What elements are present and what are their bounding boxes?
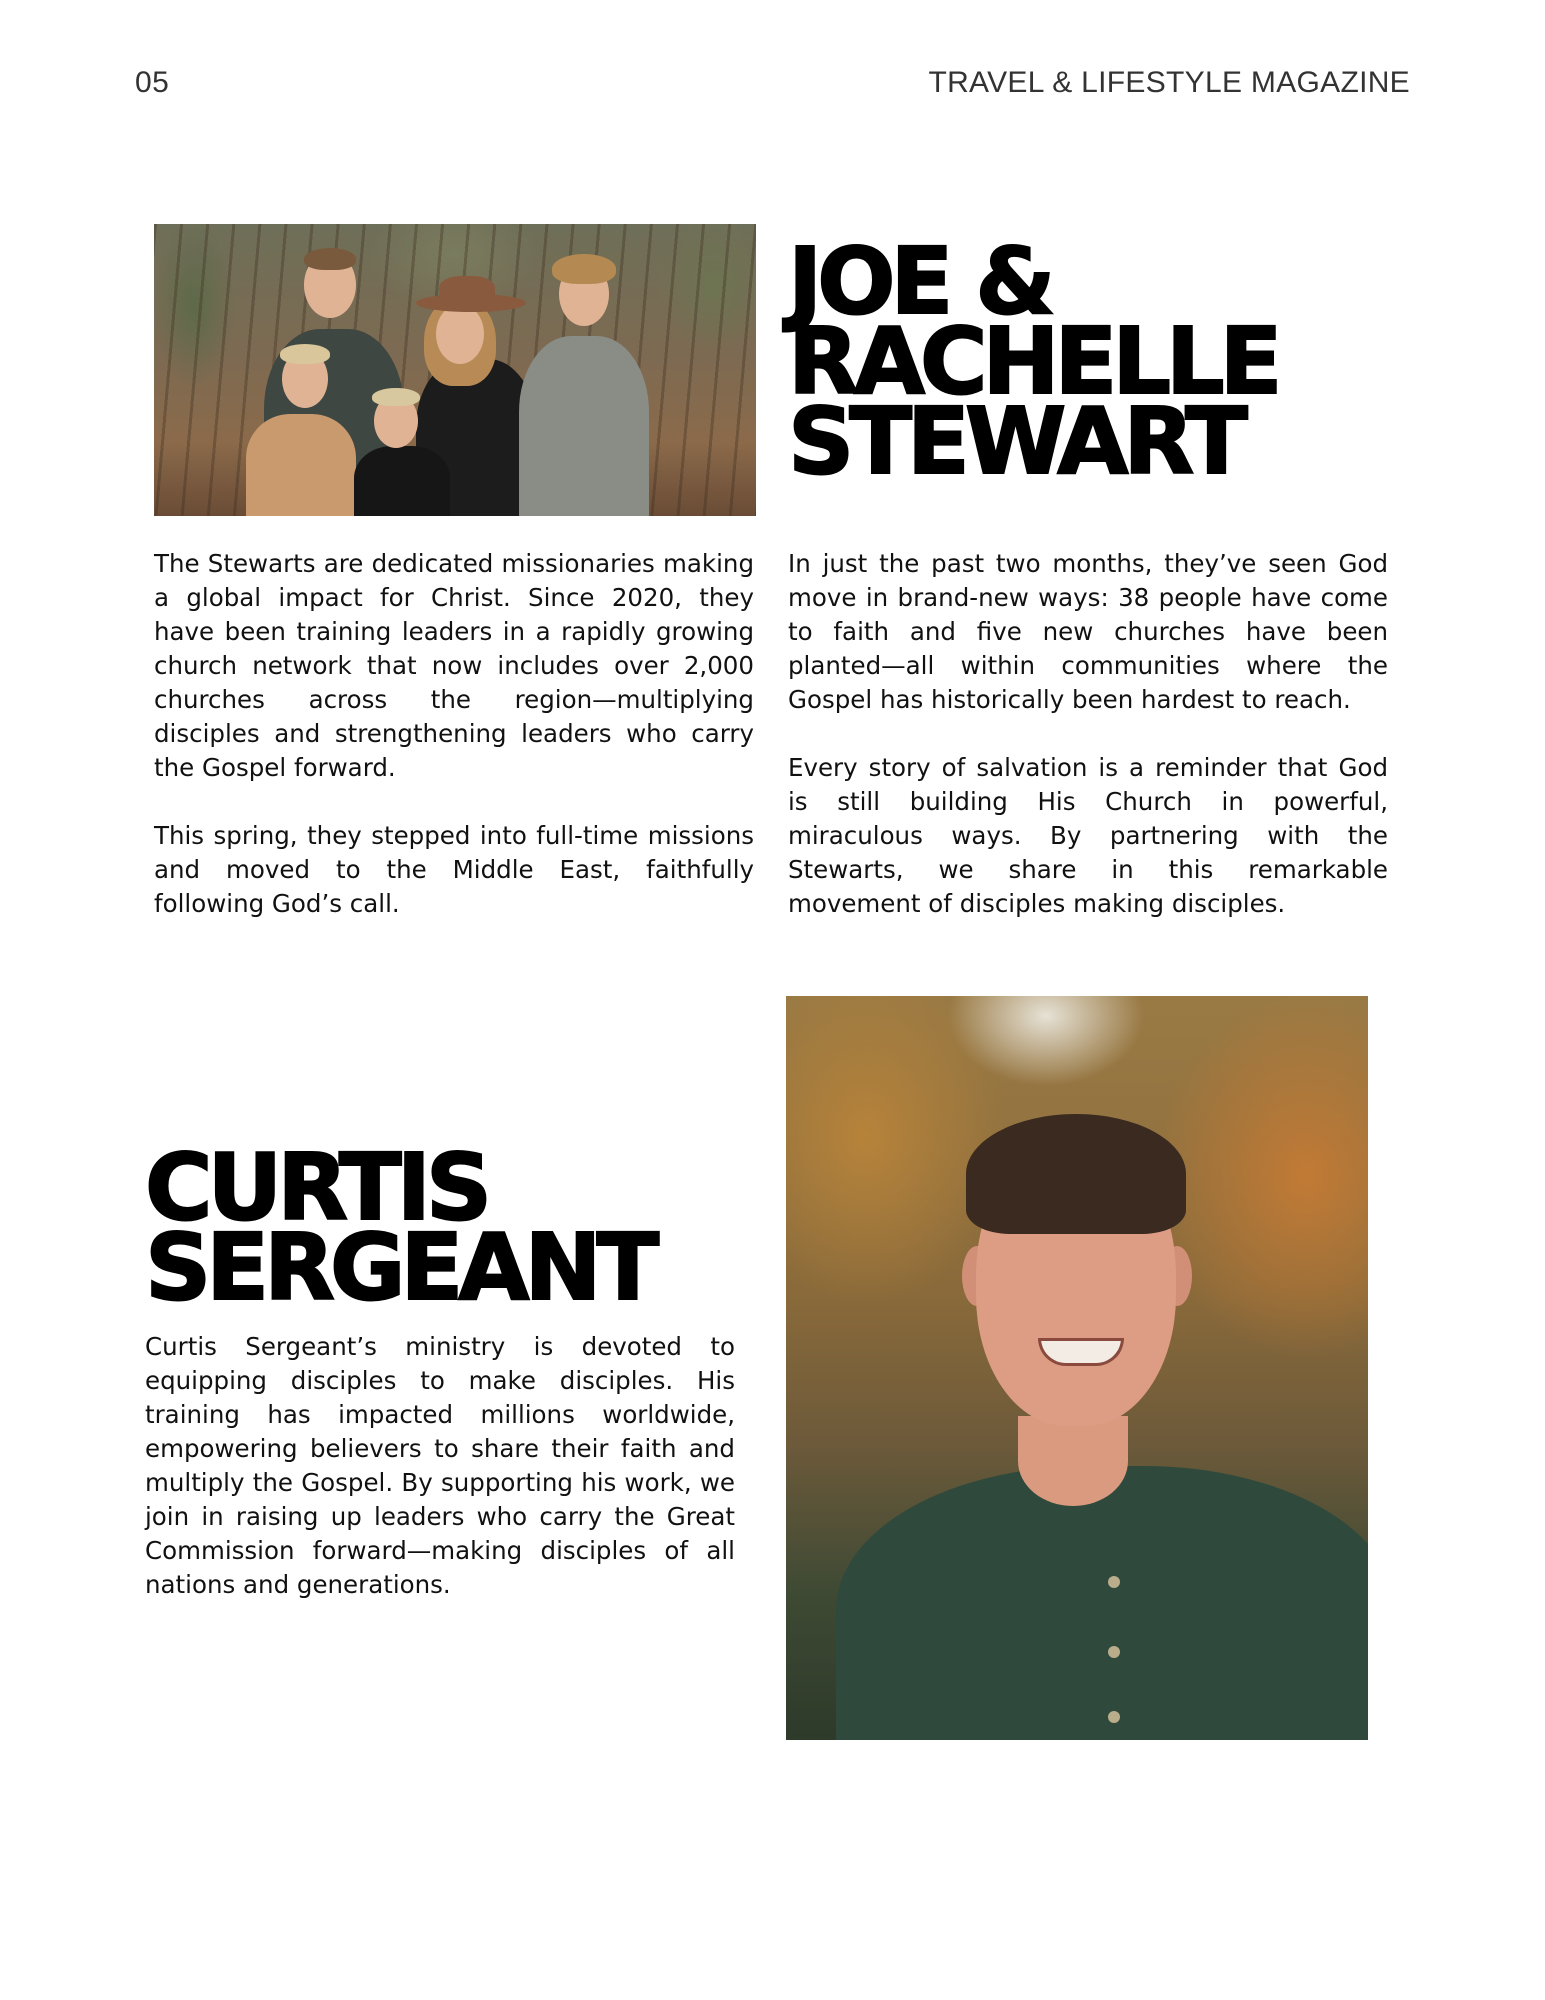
curtis-paragraph: Curtis Sergeant’s ministry is devoted to equipping disciples to make disciples. His training has impacted millions worldwide, empowering believers to share their faith and multiply the Gospel. By supporting his work, we join in raising up leaders who carry the Great Commission forward—making disciples of all nations and generations. — [145, 1332, 735, 1599]
curtis-portrait-photo — [786, 996, 1368, 1740]
stewart-right-column — [788, 547, 1388, 921]
curtis-heading-line: SERGEANT — [145, 1214, 655, 1321]
stewart-family-photo — [154, 224, 756, 516]
stewart-paragraph: In just the past two months, they’ve seen God move in brand-new ways: 38 people have come to faith and five new churches have been planted—all within communities where the Gospel has historically been hardest to reach. — [788, 549, 1388, 714]
stewart-heading-line: STEWART — [788, 388, 1243, 495]
curtis-heading-line: CURTIS — [145, 1134, 488, 1241]
stewart-heading — [788, 228, 1278, 495]
stewart-heading-line: RACHELLE — [788, 308, 1278, 415]
curtis-heading — [145, 1134, 655, 1321]
stewart-paragraph: The Stewarts are dedicated missionaries making a global impact for Christ. Since 2020, they have been training leaders in a rapidly growing church network that now includes over 2,000 churches across the region—multiplying disciples and strengthening leaders who carry the Gospel forward. — [154, 549, 754, 782]
page-number: 05 — [135, 66, 170, 99]
curtis-column — [145, 1330, 735, 1602]
stewart-paragraph: This spring, they stepped into full-time missions and moved to the Middle East, faithfully following God’s call. — [154, 821, 754, 918]
magazine-title: TRAVEL & LIFESTYLE MAGAZINE — [928, 66, 1410, 99]
stewart-paragraph: Every story of salvation is a reminder that God is still building His Church in powerful, miraculous ways. By partnering with the Stewarts, we share in this remarkable movement of disciples making disciples. — [788, 753, 1388, 918]
stewart-heading-line: JOE & — [788, 228, 1051, 335]
stewart-left-column — [154, 547, 754, 921]
